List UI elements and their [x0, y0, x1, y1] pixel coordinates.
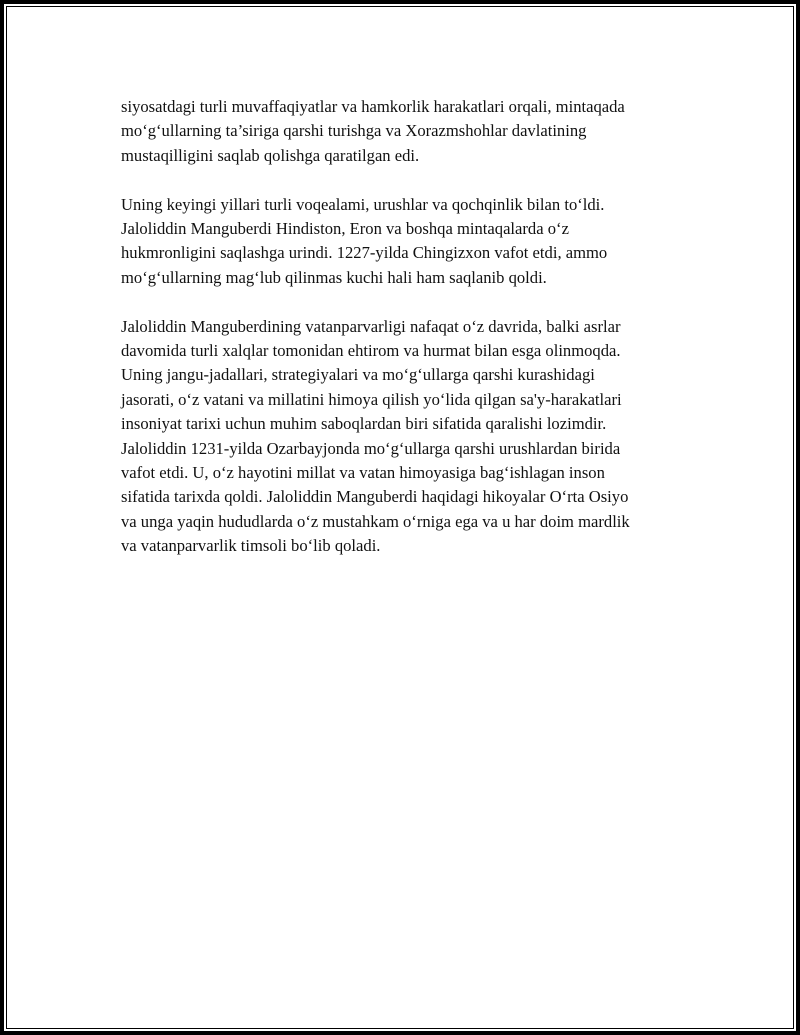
paragraph-1	[121, 95, 701, 168]
text-line: Jaloliddin 1231-yilda Ozarbayjonda mo‘g‘ullarga qarshi urushlardan birida	[121, 438, 621, 458]
text-line: jasorati, o‘z vatani va millatini himoya qilish yo‘lida qilgan sa'y-harakatlari	[121, 389, 622, 409]
text-line: Jaloliddin Manguberdi Hindiston, Eron va boshqa mintaqalarda o‘z	[121, 219, 569, 239]
text-line: mo‘g‘ullarning mag‘lub qilinmas kuchi hali ham saqlanib qoldi.	[121, 267, 547, 287]
text-line: davomida turli xalqlar tomonidan ehtirom va hurmat bilan esga olinmoqda.	[121, 341, 621, 361]
paragraph-3	[121, 315, 701, 559]
text-line: hukmronligini saqlashga urindi. 1227-yilda Chingizxon vafot etdi, ammo	[121, 243, 608, 263]
text-line: Uning keyingi yillari turli voqealami, urushlar va qochqinlik bilan to‘ldi.	[121, 194, 605, 214]
text-line: vafot etdi. U, o‘z hayotini millat va vatan himoyasiga bag‘ishlagan inson	[121, 463, 605, 483]
text-line: insoniyat tarixi uchun muhim saboqlardan biri sifatida qaralishi lozimdir.	[121, 414, 607, 434]
paragraph-2	[121, 193, 701, 291]
text-line: mustaqilligini saqlab qolishga qaratilgan edi.	[121, 145, 420, 165]
text-line: mo‘g‘ullarning ta’siriga qarshi turishga va Xorazmshohlar davlatining	[121, 121, 587, 141]
text-line: sifatida tarixda qoldi. Jaloliddin Manguberdi haqidagi hikoyalar O‘rta Osiyo	[121, 487, 629, 507]
document-body	[121, 95, 701, 583]
text-line: va vatanparvarlik timsoli bo‘lib qoladi.	[121, 536, 381, 556]
text-line: Uning jangu-jadallari, strategiyalari va mo‘g‘ullarga qarshi kurashidagi	[121, 365, 595, 385]
text-line: siyosatdagi turli muvaffaqiyatlar va hamkorlik harakatlari orqali, mintaqada	[121, 97, 625, 116]
text-line: va unga yaqin hududlarda o‘z mustahkam o‘rniga ega va u har doim mardlik	[121, 511, 630, 531]
text-line: Jaloliddin Manguberdining vatanparvarligi nafaqat o‘z davrida, balki asrlar	[121, 316, 621, 336]
